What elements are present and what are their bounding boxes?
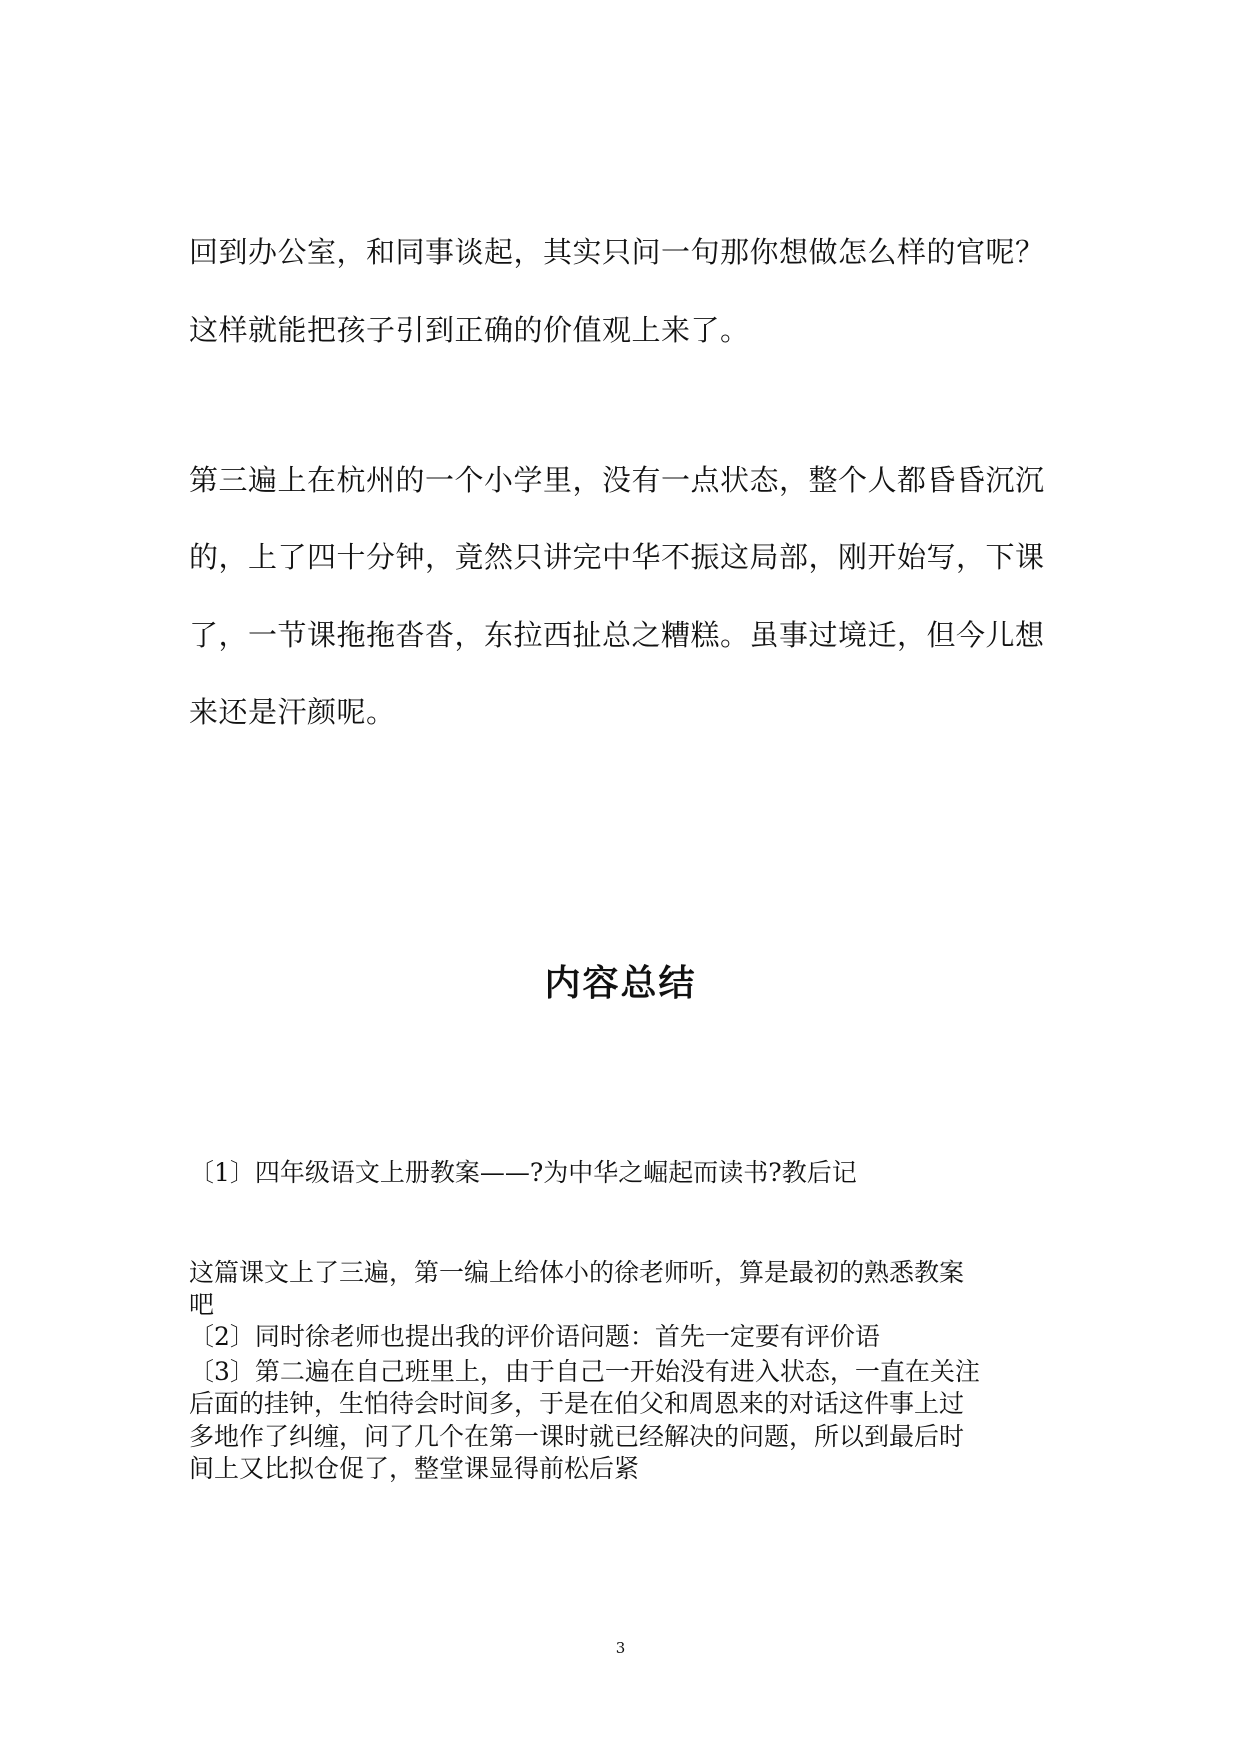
summary-line-1: 这篇课文上了三遍，第一编上给体小的徐老师听，算是最初的熟悉教案 [189, 1258, 965, 1287]
paragraph-2-line-2: 的，上了四十分钟，竟然只讲完中华不振这局部，刚开始写，下课 [189, 540, 1045, 574]
summary-title: 内容总结 [544, 963, 697, 1004]
summary-line-7: 间上又比拟仓促了，整堂课显得前松后紧 [189, 1454, 640, 1483]
paragraph-1-line-2: 这样就能把孩子引到正确的价值观上来了。 [189, 313, 750, 347]
paragraph-1-line-1: 回到办公室，和同事谈起，其实只问一句那你想做怎么样的官呢？ [189, 235, 1045, 269]
summary-line-6: 多地作了纠缠，问了几个在第一课时就已经解决的问题，所以到最后时 [189, 1422, 965, 1451]
summary-line-4: 〔3〕第二遍在自己班里上，由于自己一开始没有进入状态，一直在关注 [189, 1357, 980, 1386]
summary-line-2: 吧 [189, 1290, 215, 1319]
paragraph-2-line-1: 第三遍上在杭州的一个小学里，没有一点状态，整个人都昏昏沉沉 [189, 463, 1045, 497]
paragraph-2-line-4: 来还是汗颜呢。 [189, 695, 396, 729]
summary-line-3: 〔2〕同时徐老师也提出我的评价语问题：首先一定要有评价语 [189, 1322, 880, 1351]
summary-item-1: 〔1〕四年级语文上册教案——?为中华之崛起而读书?教后记 [189, 1158, 857, 1187]
paragraph-2-line-3: 了，一节课拖拖沓沓，东拉西扯总之糟糕。虽事过境迁，但今儿想 [189, 618, 1045, 652]
summary-line-5: 后面的挂钟，生怕待会时间多，于是在伯父和周恩来的对话这件事上过 [189, 1389, 965, 1418]
page-number: 3 [615, 1639, 626, 1657]
